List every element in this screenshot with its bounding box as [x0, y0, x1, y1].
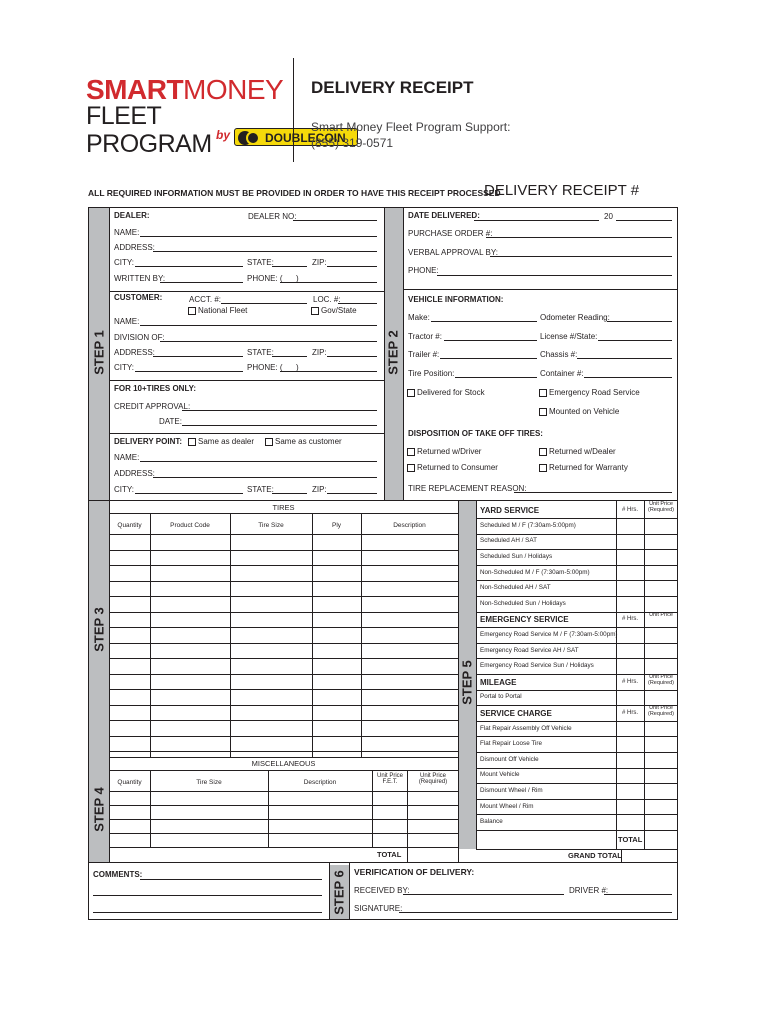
service-row-line [476, 565, 678, 566]
container-label: Container #: [540, 369, 584, 378]
signature-label: SIGNATURE: [354, 904, 403, 913]
logo-by: by [216, 128, 231, 142]
step3-label: STEP 3 [91, 607, 107, 652]
service-item: Non-Scheduled M / F (7:30am-5:00pm) [480, 568, 590, 576]
tires-row-line [109, 643, 458, 644]
misc-col-description: Description [303, 779, 337, 786]
make-field[interactable] [431, 321, 537, 322]
tire-replacement-reason-field[interactable] [514, 492, 672, 493]
service-row-line [476, 768, 678, 769]
tires-row-line [109, 581, 458, 582]
service-row-line [476, 643, 678, 644]
delivered-for-stock-label: Delivered for Stock [417, 388, 485, 397]
tire-replacement-reason-label: TIRE REPLACEMENT REASON: [408, 484, 527, 493]
customer-state-label: STATE: [247, 348, 274, 357]
hrs-header: # Hrs. [621, 616, 638, 623]
written-by-label: WRITTEN BY: [114, 274, 166, 283]
comments-line-1[interactable] [140, 879, 322, 880]
misc-col-unit-price-fet: Unit Price F.E.T. [376, 773, 403, 786]
customer-phone-close: ) [296, 363, 299, 372]
verbal-approval-field[interactable] [490, 256, 672, 257]
delivery-name-label: NAME: [114, 453, 140, 462]
delivery-city-field[interactable] [135, 493, 243, 494]
customer-phone-field[interactable] [280, 371, 377, 372]
tires-col-product-code: Product Code [170, 522, 210, 529]
disposition-label: DISPOSITION OF TAKE OFF TIRES: [408, 429, 543, 438]
service-total-line [476, 849, 678, 850]
required-notice: ALL REQUIRED INFORMATION MUST BE PROVIDED IN ORDER TO HAVE THIS RECEIPT PROCESSED [88, 188, 501, 198]
returned-w-dealer-label: Returned w/Dealer [549, 447, 616, 456]
dealer-address-label: ADDRESS: [114, 243, 155, 252]
hrs-header: # Hrs. [621, 710, 638, 716]
license-field[interactable] [598, 340, 672, 341]
credit-date-field[interactable] [182, 425, 377, 426]
national-fleet-checkbox[interactable] [188, 307, 196, 315]
same-as-dealer-checkbox[interactable] [188, 438, 196, 446]
tires-row-line [109, 612, 458, 613]
service-row-line [476, 518, 678, 519]
service-row-line [476, 690, 678, 691]
tires-row-line [109, 596, 458, 597]
coin-icon-2 [246, 131, 260, 145]
acct-field[interactable] [221, 303, 307, 304]
service-row-line [476, 580, 678, 581]
misc-col-unit-price-required: Unit Price (Required) [418, 773, 448, 786]
tires-row-line [109, 658, 458, 659]
loc-label: LOC. #: [313, 295, 341, 304]
credit-approval-field[interactable] [182, 410, 377, 411]
logo-money: MONEY [183, 74, 284, 105]
support-phone: (855) 319-0571 [311, 136, 394, 150]
received-by-field[interactable] [403, 894, 564, 895]
returned-w-driver-checkbox[interactable] [407, 448, 415, 456]
acct-label: ACCT. #: [189, 295, 222, 304]
logo-smart: SMART [86, 74, 184, 105]
signature-field[interactable] [399, 912, 672, 913]
driver-field[interactable] [604, 894, 672, 895]
tires-row-line [109, 565, 458, 566]
same-as-customer-label: Same as customer [275, 437, 342, 446]
tires-row-line [109, 674, 458, 675]
service-item: Mount Wheel / Rim [480, 802, 534, 810]
purchase-order-field[interactable] [486, 237, 672, 238]
dealer-city-label: CITY: [114, 258, 135, 267]
dealer-no-field[interactable] [293, 220, 377, 221]
dealer-phone-field[interactable] [280, 282, 377, 283]
tires-title: TIRES [272, 503, 295, 512]
comments-label: COMMENTS: [93, 870, 143, 879]
misc-col-quantity: Quantity [117, 779, 142, 786]
year-field[interactable] [616, 220, 672, 221]
year-prefix: 20 [604, 212, 613, 221]
service-item: Balance [480, 818, 503, 826]
same-as-dealer-label: Same as dealer [198, 437, 255, 446]
delivery-address-label: ADDRESS: [114, 469, 155, 478]
tire-position-field[interactable] [455, 377, 537, 378]
date-delivered-label: DATE DELIVERED: [408, 211, 480, 220]
grand-total-label: GRAND TOTAL [568, 851, 622, 860]
service-row-line [476, 814, 678, 815]
customer-address-field[interactable] [153, 356, 243, 357]
step4-label: STEP 4 [91, 787, 107, 832]
mounted-on-vehicle-label: Mounted on Vehicle [549, 407, 620, 416]
dealer-label: DEALER: [114, 211, 150, 220]
credit-approval-label: CREDIT APPROVAL: [114, 402, 191, 411]
misc-title: MISCELLANEOUS [251, 759, 316, 768]
service-item: Mount Vehicle [480, 771, 520, 779]
returned-to-consumer-checkbox[interactable] [407, 464, 415, 472]
tires-row-line [109, 550, 458, 551]
logo [86, 74, 346, 158]
verification-label: VERIFICATION OF DELIVERY: [354, 867, 475, 877]
misc-total-label: TOTAL [377, 850, 402, 859]
service-item: Portal to Portal [480, 693, 522, 701]
customer-address-label: ADDRESS: [114, 348, 155, 357]
misc-col-tire-size: Tire Size [196, 779, 222, 786]
dealer-name-field[interactable] [140, 236, 377, 237]
customer-city-label: CITY: [114, 363, 135, 372]
service-item: Emergency Road Service M / F (7:30am-5:00pm) [480, 631, 618, 638]
license-label: License #/State: [540, 332, 598, 341]
odometer-field[interactable] [607, 321, 672, 322]
step5-label: STEP 5 [459, 660, 475, 705]
service-item: Scheduled M / F (7:30am-5:00pm) [480, 521, 576, 529]
step1-label: STEP 1 [91, 330, 107, 375]
service-row-line [476, 799, 678, 800]
purchase-order-label: PURCHASE ORDER #: [408, 229, 493, 238]
service-item: Non-Scheduled AH / SAT [480, 584, 551, 592]
tires-col-tire-size: Tire Size [258, 522, 284, 529]
gov-state-checkbox[interactable] [311, 307, 319, 315]
service-item: Dismount Off Vehicle [480, 755, 539, 763]
header-divider [293, 58, 294, 162]
delivery-point-label: DELIVERY POINT: [114, 437, 183, 446]
service-row-line [476, 721, 678, 722]
date-delivered-field[interactable] [474, 220, 599, 221]
tractor-label: Tractor #: [408, 332, 442, 341]
dealer-no-label: DEALER NO: [248, 212, 297, 221]
delivery-zip-field[interactable] [327, 493, 377, 494]
service-item: Flat Repair Loose Tire [480, 740, 542, 748]
credit-date-label: DATE: [159, 417, 182, 426]
tractor-field[interactable] [444, 340, 537, 341]
unit-price-header: Unit Price [649, 611, 673, 618]
trailer-field[interactable] [440, 358, 537, 359]
dealer-zip-field[interactable] [327, 266, 377, 267]
delivery-name-field[interactable] [140, 461, 377, 462]
dealer-phone-close: ) [296, 274, 299, 283]
delivered-for-stock-checkbox[interactable] [407, 389, 415, 397]
tires-col-quantity: Quantity [117, 522, 142, 529]
returned-w-dealer-checkbox[interactable] [539, 448, 547, 456]
step2-phone-field[interactable] [437, 275, 672, 276]
services-total-label: TOTAL [618, 835, 643, 844]
delivery-zip-label: ZIP: [312, 485, 327, 494]
division-field[interactable] [160, 341, 377, 342]
returned-for-warranty-checkbox[interactable] [539, 464, 547, 472]
service-item: Scheduled Sun / Holidays [480, 553, 553, 560]
service-row-line [476, 752, 678, 753]
returned-w-driver-label: Returned w/Driver [417, 447, 482, 456]
delivery-address-field[interactable] [153, 477, 377, 478]
unit-price-header: Unit Price (Required) [648, 705, 674, 717]
services-table [476, 501, 678, 862]
step2-label: STEP 2 [385, 330, 401, 375]
service-item: Flat Repair Assembly Off Vehicle [480, 724, 572, 732]
service-item: Emergency Road Service Sun / Holidays [480, 662, 594, 670]
service-row-line [476, 736, 678, 737]
loc-field[interactable] [338, 303, 377, 304]
customer-zip-label: ZIP: [312, 348, 327, 357]
tires-col-ply: Ply [331, 522, 342, 529]
emergency-road-service-checkbox[interactable] [539, 389, 547, 397]
emergency-road-service-label: Emergency Road Service [549, 388, 640, 397]
written-by-field[interactable] [160, 282, 243, 283]
same-as-customer-checkbox[interactable] [265, 438, 273, 446]
customer-phone-label: PHONE: ( [247, 363, 283, 372]
mounted-on-vehicle-checkbox[interactable] [539, 408, 547, 416]
customer-city-field[interactable] [135, 371, 243, 372]
chassis-field[interactable] [577, 358, 672, 359]
step2-phone-label: PHONE: [408, 266, 439, 275]
tires-row-line [109, 627, 458, 628]
service-row-line [476, 534, 678, 535]
customer-label: CUSTOMER: [114, 293, 163, 302]
customer-name-label: NAME: [114, 317, 140, 326]
customer-name-field[interactable] [140, 325, 377, 326]
receipt-number-label: DELIVERY RECEIPT # [484, 182, 640, 199]
gov-state-label: Gov/State [321, 306, 357, 315]
vehicle-info-label: VEHICLE INFORMATION: [408, 295, 504, 304]
odometer-label: Odometer Reading: [540, 313, 610, 322]
tires-row-line [109, 736, 458, 737]
service-item: Dismount Wheel / Rim [480, 787, 543, 794]
service-row-line [476, 549, 678, 550]
returned-to-consumer-label: Returned to Consumer [417, 463, 498, 472]
container-field[interactable] [584, 377, 672, 378]
hrs-header: # Hrs. [621, 678, 638, 685]
division-label: DIVISION OF: [114, 333, 165, 342]
service-item: Emergency Road Service AH / SAT [480, 646, 579, 654]
dealer-state-field[interactable] [272, 266, 307, 267]
chassis-label: Chassis #: [540, 350, 578, 359]
make-label: Make: [408, 313, 430, 322]
tire-position-label: Tire Position: [408, 369, 455, 378]
delivery-state-label: STATE: [247, 485, 274, 494]
doublecoin-text: DOUBLECOIN [265, 131, 346, 145]
logo-fleet: FLEET PROGRAM [86, 102, 212, 158]
service-row-line [476, 596, 678, 597]
tires-table [109, 501, 458, 757]
tires-col-description: Description [393, 522, 426, 529]
unit-price-header: Unit Price (Required) [648, 674, 674, 686]
service-item: Non-Scheduled Sun / Holidays [480, 599, 566, 607]
tires-only-label: FOR 10+TIRES ONLY: [114, 384, 197, 393]
service-row-line [476, 783, 678, 784]
delivery-city-label: CITY: [114, 485, 135, 494]
service-row-line [476, 658, 678, 659]
service-item: Scheduled AH / SAT [480, 537, 537, 545]
tires-row-line [109, 689, 458, 690]
verbal-approval-label: VERBAL APPROVAL BY: [408, 248, 498, 257]
service-row-line [476, 830, 678, 831]
support-label: Smart Money Fleet Program Support: [311, 120, 511, 134]
dealer-phone-label: PHONE: ( [247, 274, 283, 283]
tires-row-line [109, 705, 458, 706]
service-section-service-charge: SERVICE CHARGE [480, 709, 552, 718]
returned-for-warranty-label: Returned for Warranty [549, 463, 628, 472]
service-row-line [476, 627, 678, 628]
customer-state-field[interactable] [272, 356, 307, 357]
misc-table [109, 757, 458, 862]
dealer-state-label: STATE: [247, 258, 274, 267]
received-by-label: RECEIVED BY: [354, 886, 410, 895]
tires-row-line [109, 751, 458, 752]
delivery-state-field[interactable] [272, 493, 307, 494]
driver-label: DRIVER #: [569, 886, 609, 895]
comments-line-2[interactable] [93, 895, 322, 896]
step6-label: STEP 6 [331, 870, 347, 915]
trailer-label: Trailer #: [408, 350, 440, 359]
service-section-mileage: MILEAGE [480, 677, 517, 687]
dealer-name-label: NAME: [114, 228, 140, 237]
hrs-header: # Hrs. [621, 506, 638, 513]
national-fleet-label: National Fleet [198, 306, 248, 315]
page-title: DELIVERY RECEIPT [311, 78, 474, 97]
dealer-address-field[interactable] [153, 251, 377, 252]
service-section-yard-service: YARD SERVICE [480, 505, 540, 515]
tires-row-line [109, 720, 458, 721]
comments-line-3[interactable] [93, 912, 322, 913]
unit-price-header: Unit Price (Required) [648, 501, 674, 513]
service-section-emergency-service: EMERGENCY SERVICE [480, 615, 569, 625]
dealer-city-field[interactable] [135, 266, 243, 267]
customer-zip-field[interactable] [327, 356, 377, 357]
dealer-zip-label: ZIP: [312, 258, 327, 267]
